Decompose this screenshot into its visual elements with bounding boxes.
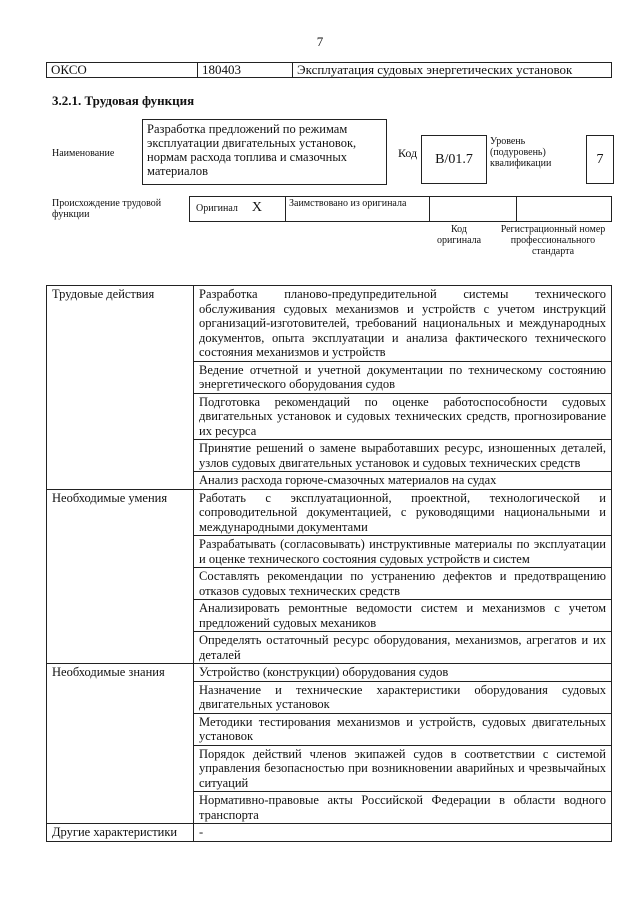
- origin-label: Происхождение трудовой функции: [52, 198, 162, 220]
- function-table: [46, 285, 612, 842]
- section-item: Устройство (конструкции) оборудования судов: [194, 664, 612, 682]
- origin-reg-cell: [517, 197, 612, 222]
- section-item: Составлять рекомендации по устранению дефектов и предотвращению отказов судовых технических средств: [194, 568, 612, 600]
- borrowed-label: Заимствовано из оригинала: [286, 197, 430, 222]
- section-item: Подготовка рекомендаций по оценке работоспособности судовых двигательных установок и судовых технических средств, прогнозирование их ресурса: [194, 393, 612, 440]
- section-item: Анализ расхода горюче-смазочных материалов на судах: [194, 472, 612, 490]
- section-item: Разрабатывать (согласовывать) инструктивные материалы по эксплуатации и оценке технического состояния судовых устройств и систем: [194, 536, 612, 568]
- section-item: Принятие решений о замене выработавших ресурс, изношенных деталей, узлов судовых двигательных установок и судовых технических средств: [194, 440, 612, 472]
- okso-title: Эксплуатация судовых энергетических установок: [293, 63, 612, 78]
- okso-table: [46, 62, 612, 78]
- name-label: Наименование: [52, 148, 115, 159]
- origin-code-cell: [430, 197, 517, 222]
- qualification-level: 7: [586, 135, 614, 184]
- original-mark: X: [251, 200, 263, 215]
- section-title: 3.2.1. Трудовая функция: [52, 93, 195, 108]
- section-heading: Трудовые действия: [47, 286, 194, 490]
- code-label: Код: [398, 146, 418, 160]
- function-name: Разработка предложений по режимам эксплуатации двигательных установок, нормам расхода топлива и смазочных материалов: [142, 119, 387, 185]
- section-item: Назначение и технические характеристики оборудования судовых двигательных установок: [194, 681, 612, 713]
- reg-caption: Регистрационный номер профессионального стандарта: [500, 224, 606, 257]
- okso-label: ОКСО: [47, 63, 198, 78]
- code-caption: Код оригинала: [436, 224, 482, 246]
- section-heading: Необходимые знания: [47, 664, 194, 824]
- okso-code: 180403: [198, 63, 293, 78]
- origin-table: [189, 196, 612, 222]
- section-item: Нормативно-правовые акты Российской Федерации в области водного транспорта: [194, 792, 612, 824]
- section-item: Порядок действий членов экипажей судов в соответствии с системой управления безопасностью при возникновении аварийных и чрезвычайных ситуаций: [194, 745, 612, 792]
- original-label: Оригинал: [196, 202, 238, 214]
- section-item: -: [194, 824, 612, 842]
- section-item: Разработка планово-предупредительной системы технического обслуживания судовых механизмов и устройств с учетом инструкций организаций-изготовителей, требований национальных и международных документов, опыта эксплуатации и анализа фактического технического состояния механизмов и устройств: [194, 286, 612, 362]
- section-heading: Необходимые умения: [47, 489, 194, 664]
- section-item: Ведение отчетной и учетной документации по техническому состоянию энергетического оборудования судов: [194, 361, 612, 393]
- function-code: B/01.7: [421, 135, 487, 184]
- section-item: Определять остаточный ресурс оборудования, механизмов, агрегатов и их деталей: [194, 632, 612, 664]
- level-label: Уровень (подуровень) квалификации: [490, 136, 552, 169]
- section-item: Методики тестирования механизмов и устройств, судовых двигательных установок: [194, 713, 612, 745]
- page-number: 7: [316, 34, 324, 49]
- section-item: Анализировать ремонтные ведомости систем и механизмов с учетом предложений судовых механиков: [194, 600, 612, 632]
- section-item: Работать с эксплуатационной, проектной, технологической и сопроводительной документацией, с руководящими национальными и международными документами: [194, 489, 612, 536]
- section-heading: Другие характеристики: [47, 824, 194, 842]
